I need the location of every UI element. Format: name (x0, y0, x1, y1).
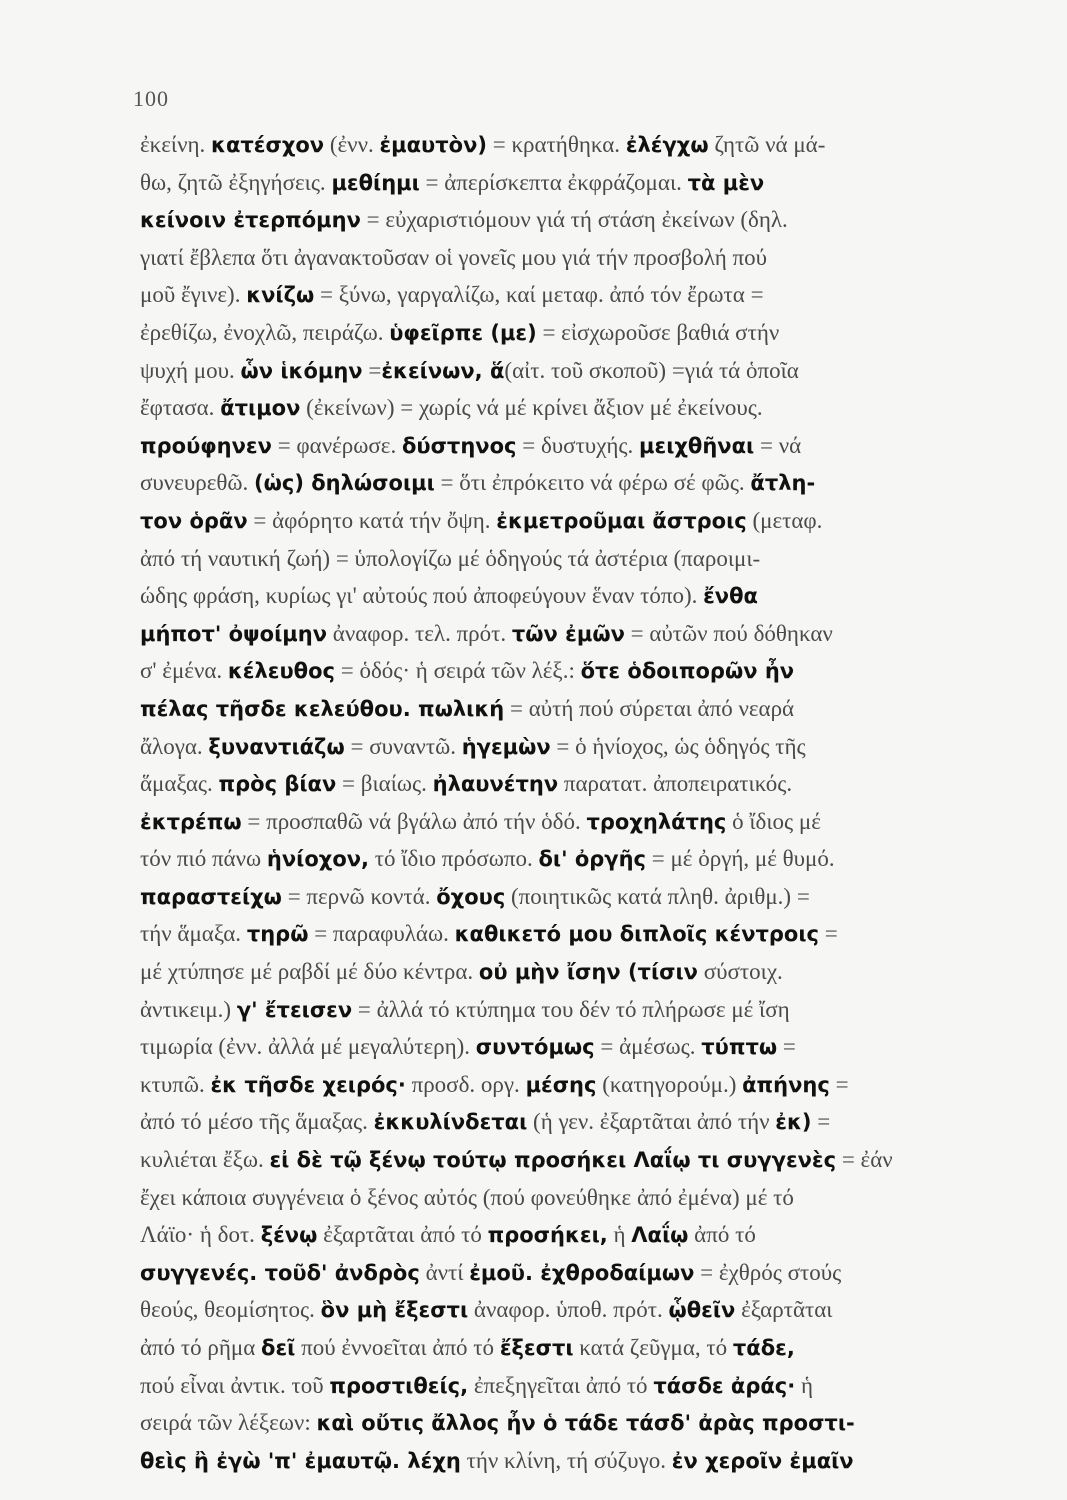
lemma: παραστείχω (140, 884, 282, 909)
gloss: ἄλογα. (140, 733, 209, 759)
text-line (140, 352, 1020, 390)
gloss: ἀπό τό ρῆμα (140, 1335, 262, 1360)
lemma: ἐμαυτὸν) (379, 133, 487, 157)
gloss: = βιαίως. (336, 771, 433, 797)
gloss: = (819, 921, 838, 947)
gloss: τήν κλίνη, τή σύζυγο. (460, 1447, 672, 1473)
gloss: ἀπό τό (688, 1222, 756, 1248)
gloss: = αὐτῶν πού δόθηκαν (624, 620, 833, 646)
lemma: τῶν ἐμῶν (511, 621, 625, 646)
text-line (140, 577, 1020, 615)
lemma: ἄτλη- (750, 471, 816, 496)
lemma: κνίζω (246, 283, 315, 308)
text-line (140, 765, 1020, 803)
lemma: κατέσχον (211, 133, 325, 157)
gloss: συνευρεθῶ. (140, 470, 255, 496)
text-line (140, 915, 1020, 953)
text-line (140, 1367, 1020, 1405)
gloss: ἡ (795, 1372, 814, 1398)
gloss: = (777, 1034, 796, 1060)
lemma: μέσης (525, 1072, 597, 1097)
text-line (140, 615, 1020, 653)
gloss: = ὁδός· ἡ σειρά τῶν λέξ.: (334, 658, 581, 684)
gloss: = ξύνω, γαργαλίζω, καί μεταφ. ἀπό τόν ἔρωτα = (314, 282, 764, 308)
gloss: ώδης φράση, κυρίως γι' αὐτούς πού ἀποφεύγουν ἕναν τόπο). (140, 583, 704, 609)
lemma: ἀπήνης (742, 1072, 830, 1097)
gloss: = μέ ὀργή, μέ θυμό. (646, 846, 835, 872)
lemma: τάδε, (732, 1336, 795, 1360)
gloss: = περνῶ κοντά. (281, 883, 437, 909)
lemma: (ὡς) δηλώσοιμι (254, 471, 435, 496)
lemma: ξένῳ (260, 1223, 318, 1248)
gloss: ἅμαξας. (140, 771, 219, 797)
text-line (140, 164, 1020, 202)
gloss: σύστοιχ. (697, 959, 783, 985)
gloss: = προσπαθῶ νά βγάλω ἀπό τήν ὁδό. (241, 808, 587, 834)
lemma: τον ὁρᾶν (140, 508, 248, 533)
gloss: τήν ἅμαξα. (140, 921, 247, 947)
gloss: παρατατ. ἀποπειρατικός. (558, 771, 793, 797)
text-line (140, 953, 1020, 991)
gloss: ἐκείνη. (140, 132, 212, 157)
gloss: = ἀπερίσκεπτα ἐκφράζομαι. (419, 169, 688, 195)
text-line (140, 991, 1020, 1029)
gloss: μοῦ ἔγινε). (140, 282, 247, 308)
text-line (140, 314, 1020, 352)
lemma: μεθίημι (331, 170, 420, 195)
gloss: γιατί ἔβλεπα ὅτι ἀγανακτοῦσαν οἱ γονεῖς μου γιά τήν προσβολή πού (140, 244, 768, 270)
lemma: ὄχους (436, 884, 506, 909)
text-line (140, 389, 1020, 427)
gloss: = ἀλλά τό κτύπημα του δέν τό πλήρωσε μέ ἴση (352, 996, 790, 1022)
lemma: προστιθείς, (329, 1373, 469, 1398)
lemma: κέλευθος (227, 659, 335, 684)
lemma: τηρῶ (246, 922, 309, 947)
text-line (140, 1103, 1020, 1141)
lemma: οὐ μὴν ἴσην (τίσιν (478, 960, 698, 985)
lemma: τροχηλάτης (586, 809, 727, 834)
gloss: προσδ. οργ. (405, 1071, 526, 1097)
gloss: ἀπό τή ναυτική ζωή) = ὑπολογίζω μέ ὁδηγούς τά ἀστέρια (παροιμι- (140, 545, 761, 571)
text-line (140, 652, 1020, 690)
lemma: εἰ δὲ τῷ ξένῳ τούτῳ προσήκει Λαΐῳ τι συγγενὲς (269, 1148, 837, 1173)
gloss: τό ἴδιο πρόσωπο. (369, 846, 539, 872)
text-line (140, 878, 1020, 916)
lemma: γ' ἔτεισεν (236, 997, 353, 1022)
gloss: (αἰτ. τοῦ σκοποῦ) =γιά τά ὁποῖα (504, 357, 799, 383)
gloss: = νά (754, 432, 802, 458)
gloss: Λάϊο· ἡ δοτ. (140, 1222, 261, 1248)
gloss: ψυχή μου. (140, 357, 241, 383)
gloss: = (829, 1071, 849, 1097)
text-line (140, 1028, 1020, 1066)
gloss: ἀναφορ. τελ. πρότ. (327, 620, 512, 646)
lemma: ἐκ) (775, 1110, 812, 1135)
commentary-text (140, 126, 1020, 1479)
gloss: = εἰσχωροῦσε βαθιά στήν (536, 319, 780, 345)
lemma: ὃν μὴ ἔξεστι (320, 1298, 469, 1323)
text-line (140, 126, 1020, 164)
gloss: κατά ζεῦγμα, τό (573, 1335, 733, 1360)
text-line (140, 1066, 1020, 1104)
gloss: = εὐχαριστιόμουν γιά τή στάση ἐκείνων (δηλ. (360, 207, 788, 233)
page-number: 100 (133, 86, 169, 111)
gloss: = κρατήθηκα. (486, 132, 626, 157)
lemma: ἐκ τῆσδε χειρός· (210, 1072, 406, 1097)
gloss: πού εἶναι ἀντικ. τοῦ (140, 1372, 330, 1398)
gloss: = (362, 357, 382, 383)
text-line (140, 502, 1020, 540)
gloss: = ἐάν (836, 1147, 893, 1173)
lemma: τὰ μὲν (687, 170, 765, 195)
text-line (140, 1442, 1020, 1480)
gloss: = παραφυλάω. (308, 921, 455, 947)
lemma: ἐλέγχω (625, 133, 709, 157)
gloss: (ἐνν. (324, 132, 380, 157)
lemma: ξυναντιάζω (208, 734, 345, 759)
gloss: (μεταφ. (746, 507, 823, 533)
gloss: ὁ ἴδιος μέ (726, 808, 821, 834)
gloss: πού ἐννοεῖται ἀπό τό (295, 1335, 500, 1360)
gloss: ἐξαρτᾶται (735, 1297, 833, 1323)
lemma: ὅτε ὁδοιπορῶν ἦν (580, 659, 795, 684)
text-line (140, 1216, 1020, 1254)
lemma: ἐκκυλίνδεται (373, 1110, 528, 1135)
gloss: (ποιητικῶς κατά πληθ. ἀριθμ.) = (505, 883, 810, 909)
gloss: ἐπεξηγεῖται ἀπό τό (468, 1372, 654, 1398)
gloss: = ἐχθρός στούς (694, 1259, 842, 1285)
gloss: τόν πιό πάνω (140, 846, 267, 872)
gloss: = φανέρωσε. (271, 432, 402, 458)
lemma: δεῖ (261, 1336, 296, 1360)
lemma: συγγενές. τοῦδ' ἀνδρὸς (140, 1260, 420, 1285)
gloss: (ἡ γεν. ἐξαρτᾶται ἀπό τήν (527, 1109, 776, 1135)
gloss: τιμωρία (ἐνν. ἀλλά μέ μεγαλύτερη). (140, 1034, 476, 1060)
lemma: ἔξεστι (499, 1336, 574, 1360)
lemma: ἔνθα (703, 584, 758, 609)
lemma: μειχθῆναι (639, 433, 755, 458)
gloss: ἐρεθίζω, ἐνοχλῶ, πειράζω. (140, 319, 390, 345)
text-line (140, 1329, 1020, 1367)
gloss: = δυστυχής. (516, 432, 640, 458)
text-line (140, 1291, 1020, 1329)
text-line (140, 276, 1020, 314)
text-line (140, 1141, 1020, 1179)
gloss: σ' ἐμένα. (140, 658, 228, 684)
lemma: καὶ οὔτις ἄλλος ἦν ὁ τάδε τάσδ' ἀρὰς προστι- (316, 1411, 855, 1436)
lemma: καθικετό μου διπλοῖς κέντροις (454, 922, 819, 947)
lemma: ἐμοῦ. ἐχθροδαίμων (469, 1260, 695, 1285)
gloss: θεούς, θεομίσητος. (140, 1297, 321, 1323)
text-line (140, 728, 1020, 766)
gloss: ἔχει κάποια συγγένεια ὁ ξένος αὐτός (πού φονεύθηκε ἀπό ἐμένα) μέ τό (140, 1184, 794, 1210)
text-line (140, 1254, 1020, 1292)
gloss: = ὁ ἡνίοχος, ὡς ὁδηγός τῆς (550, 733, 806, 759)
lemma: ἐν χεροῖν ἐμαῖν (671, 1448, 854, 1473)
lemma: ἡνίοχον, (266, 847, 370, 872)
text-line (140, 239, 1020, 277)
lemma: τύπτω (701, 1035, 778, 1060)
gloss: θω, ζητῶ ἐξηγήσεις. (140, 169, 332, 195)
lemma: ἡγεμὼν (461, 734, 551, 759)
lemma: προσήκει, (487, 1223, 608, 1248)
gloss: = συναντῶ. (344, 733, 462, 759)
lemma: ὑφεῖρπε (με) (389, 320, 537, 345)
gloss: (κατηγορούμ.) (596, 1071, 743, 1097)
text-line (140, 1179, 1020, 1217)
gloss: κτυπῶ. (140, 1071, 211, 1097)
lemma: κείνοιν ἐτερπόμην (140, 208, 361, 233)
lemma: ἠλαυνέτην (432, 772, 559, 797)
lemma: προύφηνεν (140, 433, 272, 458)
gloss: σειρά τῶν λέξεων: (140, 1410, 317, 1436)
text-line (140, 840, 1020, 878)
lemma: τάσδε ἀράς· (653, 1373, 796, 1398)
text-line (140, 427, 1020, 465)
gloss: ἡ (607, 1222, 632, 1248)
gloss: ἀντικειμ.) (140, 996, 237, 1022)
lemma: ὧν ἱκόμην (240, 358, 363, 383)
text-line (140, 1404, 1020, 1442)
gloss: κυλιέται ἔξω. (140, 1147, 270, 1173)
lemma: δι' ὀργῆς (538, 847, 646, 872)
lemma: πρὸς βίαν (218, 772, 337, 797)
text-line (140, 690, 1020, 728)
lemma: ἄτιμον (220, 396, 301, 421)
gloss: = αὐτή πού σύρεται ἀπό νεαρά (504, 695, 795, 721)
gloss: (ἐκείνων) = χωρίς νά μέ κρίνει ἄξιον μέ ἐκείνους. (300, 395, 763, 421)
gloss: = ἀμέσως. (594, 1034, 702, 1060)
lemma: ἐκμετροῦμαι ἄστροις (496, 508, 747, 533)
text-line (140, 540, 1020, 578)
text-line (140, 464, 1020, 502)
gloss: = ὅτι ἐπρόκειτο νά φέρω σέ φῶς. (434, 470, 751, 496)
lemma: συντόμως (475, 1035, 595, 1060)
lemma: Λαΐῳ (631, 1223, 689, 1248)
lemma: θεὶς ἢ ἐγὼ 'π' ἐμαυτῷ. λέχη (140, 1448, 461, 1473)
lemma: ἐκτρέπω (140, 809, 242, 834)
gloss: ἐξαρτᾶται ἀπό τό (317, 1222, 488, 1248)
gloss: = (811, 1109, 831, 1135)
gloss: μέ χτύπησε μέ ραβδί μέ δύο κέντρα. (140, 959, 479, 985)
gloss: = ἀφόρητο κατά τήν ὄψη. (247, 507, 497, 533)
lemma: ᾧθεῖν (668, 1298, 736, 1323)
gloss: ἔφτασα. (140, 395, 221, 421)
gloss: ἀντί (419, 1259, 470, 1285)
lemma: ἐκείνων, ἅ (381, 358, 505, 383)
text-line (140, 201, 1020, 239)
lemma: δύστηνος (401, 433, 517, 458)
text-line (140, 803, 1020, 841)
lemma: πέλας τῆσδε κελεύθου. πωλική (140, 696, 505, 721)
gloss: ἀναφορ. ὑποθ. πρότ. (468, 1297, 669, 1323)
lemma: μήποτ' ὀψοίμην (140, 621, 328, 646)
gloss: ζητῶ νά μά- (708, 132, 826, 157)
gloss: ἀπό τό μέσο τῆς ἅμαξας. (140, 1109, 374, 1135)
